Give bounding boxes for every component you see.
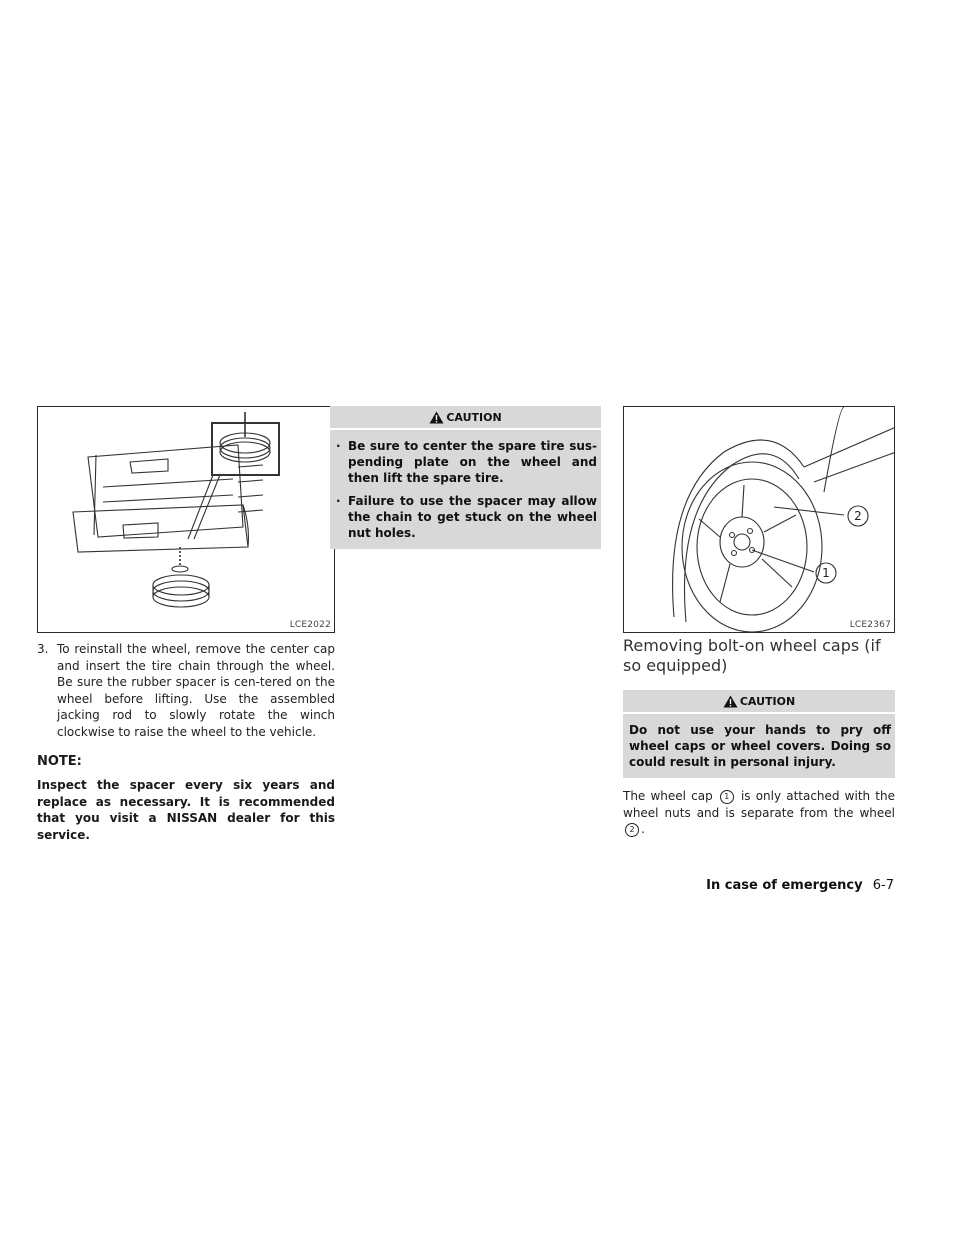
caution-bullet-text: Be sure to center the spare tire sus-pending plate on the wheel and then lift the spare tire. [348,439,597,485]
right-column [623,636,895,838]
caution-bullet: · Failure to use the spacer may allow the chain to get stuck on the wheel nut holes. [336,494,597,540]
caution-label: CAUTION [739,694,796,708]
step-number: 3. [37,642,49,656]
wheel-cap-text-a: The wheel cap [623,789,713,803]
caution-label: CAUTION [446,410,502,424]
caution-heading [623,690,895,712]
caution-content [623,712,895,778]
wheel-cap-text-b: is only attached with the wheel nuts and is separate from the wheel [623,789,895,820]
figure-spare-tire-hoist [37,406,335,633]
caution-text: Do not use your hands to pry off wheel caps or wheel covers. Doing so could result in personal injury. [629,723,891,769]
caution-heading [330,406,601,428]
warning-icon [429,411,444,424]
figure-wheel-cap [623,406,895,633]
figure-code: LCE2367 [849,620,891,630]
section-title: Removing bolt-on wheel caps (if so equipped) [623,636,881,675]
wheel-cap-paragraph [623,788,895,838]
page-number: 6-7 [872,878,894,893]
wheel-illustration [624,407,895,633]
callout-2: 2 [625,823,639,837]
left-column [37,641,335,843]
warning-icon [723,695,738,708]
step-text: To reinstall the wheel, remove the center cap and insert the tire chain through the wheel. Be sure the rubber spacer is cen-tered on the wheel before lifting. Use the assembled jacking rod to slowly rotate the winch clockwise to raise the wheel to the vehicle. [57,642,335,739]
callout-1-label: 1 [822,566,830,580]
wheel-cap-text-c: . [641,822,645,836]
footer-section: In case of emergency [706,878,863,893]
page-footer [706,878,894,893]
figure-code: LCE2022 [289,620,331,630]
step-3 [37,641,335,740]
note-heading: NOTE: [37,754,82,769]
caution-block-spacer [330,406,601,549]
caution-content [330,428,601,549]
note-body: Inspect the spacer every six years and replace as necessary. It is recommended that you visit a NISSAN dealer for this service. [37,778,335,842]
caution-bullet-text: Failure to use the spacer may allow the chain to get stuck on the wheel nut holes. [348,494,597,540]
callout-2-label: 2 [854,509,862,523]
spare-tire-illustration [38,407,335,633]
caution-bullet: · Be sure to center the spare tire sus-pending plate on the wheel and then lift the spare tire. [336,439,597,485]
caution-block-wheel-caps [623,690,895,778]
callout-1: 1 [720,790,734,804]
